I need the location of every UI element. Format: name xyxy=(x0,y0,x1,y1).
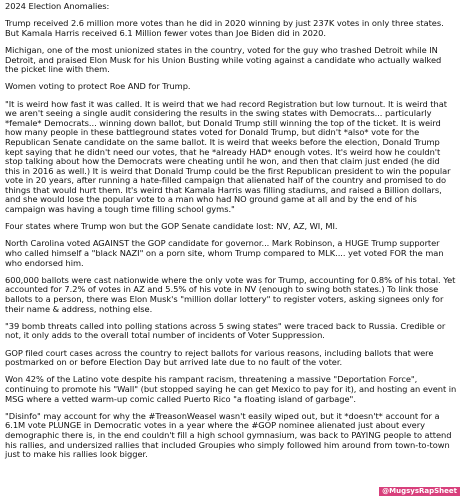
paragraph: "Disinfo" may account for why the #TreasonWeasel wasn't easily wiped out, but it *doesn't* account for a 6.1M vote PLUNGE in Democratic votes in a year where the #GOP nominee alienated just about every demographic there is, in the end couldn't fill a high school gymnasium, was back to PAYING people to attend his rallies, and undersized rallies that included Groupies who simply followed him around from town-to-town just to make his rallies look bigger. xyxy=(5,410,455,460)
document-body xyxy=(5,2,457,467)
paragraph: Four states where Trump won but the GOP Senate candidate lost: NV, AZ, WI, MI. xyxy=(5,221,338,232)
paragraph-title: 2024 Election Anomalies: xyxy=(5,1,110,11)
paragraph: "It is weird how fast it was called. It is weird that we had record Registration but low turnout. It is weird that we aren't seeing a single audit considering the results in the swing states with Democrats... particularly *female* Democrats... winning down ballot, but Donald Trump still winning the top of the ticket. It is weird how many people in these battleground states voted for Donald Trump, but didn't *also* vote for the Republican Senate candidate on the same ballot. It is weird that weeks before the election, Donald Trump kept saying that he didn't need our votes, that he *already HAD* enough votes. It's weird how he couldn't stop talking about how the Democrats were cheating until he won, and then that claim just ended (he did this in 2016 as well.) It is weird that Donald Trump could be the first Republican president to win the popular vote in 20 years, after running a hate-filled campaign that alienated half of the country and promised to do things that would hurt them. It's weird that Kamala Harris was filling stadiums, and raised a Billion dollars, and she would lose the popular vote to a man who had NO ground game at all and by the end of his campaign was having a tough time filling school gyms." xyxy=(5,98,454,215)
paragraph: Women voting to protect Roe AND for Trump. xyxy=(5,81,191,92)
paragraph: "39 bomb threats called into polling stations across 5 swing states" were traced back to Russia. Credible or not, it only adds to the overall total number of incidents of Voter Suppression. xyxy=(5,320,448,341)
author-credit-badge: @MugsysRapSheet xyxy=(379,487,460,496)
paragraph: North Carolina voted AGAINST the GOP candidate for governor... Mark Robinson, a HUGE Trump supporter who called himself a "black NAZI" on a porn site, whom Trump compared to MLK.... yet voted FOR the man who endorsed him. xyxy=(5,238,447,268)
paragraph: GOP filed court cases across the country to reject ballots for various reasons, including ballots that were postmarked on or before Election Day but arrived late due to no fault of the voter. xyxy=(5,347,436,368)
paragraph: 600,000 ballots were cast nationwide where the only vote was for Trump, accounting for 0.8% of his total. Yet accounted for 7.2% of votes in AZ and 5.5% of his vote in NV (enough to swing both states.) To link those ballots to a person, there was Elon Musk's "million dollar lottery" to register voters, asking signees only for their name & address, nothing else. xyxy=(5,274,458,314)
paragraph: Won 42% of the Latino vote despite his rampant racism, threatening a massive "Deportation Force", continuing to promote his "Wall" (but stopped saying he can get Mexico to pay for it), and hosting an event in MSG where a vetted warm-up comic called Puerto Rico "a floating island of garbage". xyxy=(5,374,459,404)
paragraph: Trump received 2.6 million more votes than he did in 2020 winning by just 237K votes in only three states. But Kamala Harris received 6.1 Million fewer votes than Joe Biden did in 2020. xyxy=(5,18,447,38)
paragraph: Michigan, one of the most unionized states in the country, voted for the guy who trashed Detroit while IN Detroit, and praised Elon Musk for his Union Busting while voting against a candidate who actually walked the picket line with them. xyxy=(5,44,444,75)
